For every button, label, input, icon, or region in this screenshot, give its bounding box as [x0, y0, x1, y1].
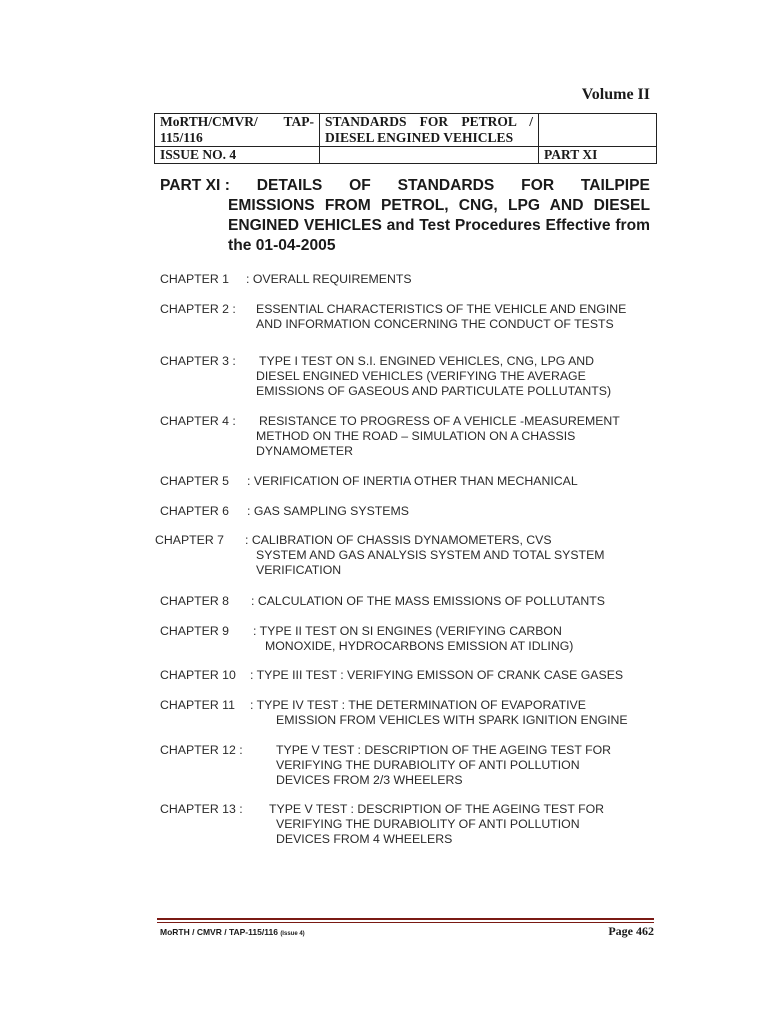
chapter-line: : CALIBRATION OF CHASSIS DYNAMOMETERS, CVS: [245, 533, 552, 547]
part-title: [160, 176, 650, 256]
document-header-table: [154, 113, 657, 164]
footer-rule: [157, 918, 654, 920]
chapter-line: DIESEL ENGINED VEHICLES (VERIFYING THE AVERAGE: [256, 369, 586, 383]
chapter-label: CHAPTER 11: [160, 698, 235, 712]
chapter-line: SYSTEM AND GAS ANALYSIS SYSTEM AND TOTAL SYSTEM: [256, 548, 605, 562]
chapter-description: [250, 668, 623, 683]
chapter-line: RESISTANCE TO PROGRESS OF A VEHICLE -MEASUREMENT: [259, 414, 620, 428]
volume-label: Volume II: [581, 86, 650, 103]
chapter-line: ESSENTIAL CHARACTERISTICS OF THE VEHICLE AND ENGINE: [256, 302, 627, 316]
chapter-line: : TYPE IV TEST : THE DETERMINATION OF EVAPORATIVE: [250, 698, 586, 712]
chapter-label: CHAPTER 4 :: [160, 414, 236, 428]
chapter-description: [251, 594, 605, 609]
chapter-line: : GAS SAMPLING SYSTEMS: [247, 504, 409, 518]
chapter-label: CHAPTER 3 :: [160, 354, 236, 368]
part-number: PART XI: [539, 147, 657, 164]
chapter-line: DYNAMOMETER: [256, 444, 354, 458]
chapter-label: CHAPTER 10: [160, 668, 236, 682]
chapter-description: [245, 533, 605, 578]
chapter-label: CHAPTER 2 :: [160, 302, 236, 316]
footer-reference: [160, 927, 305, 937]
chapter-label: CHAPTER 7: [155, 533, 225, 547]
issue-number: ISSUE NO. 4: [155, 147, 320, 164]
footer-issue: (Issue 4): [280, 931, 305, 937]
header-empty-cell: [539, 114, 657, 147]
chapter-line: AND INFORMATION CONCERNING THE CONDUCT OF TESTS: [256, 317, 614, 331]
chapter-label: CHAPTER 1: [160, 272, 230, 286]
chapter-description: [256, 302, 626, 332]
page-number: Page 462: [608, 924, 654, 938]
part-title-word: FOR: [521, 177, 555, 194]
chapter-label: CHAPTER 13 :: [160, 802, 243, 816]
part-title-rest: EMISSIONS FROM PETROL, CNG, LPG AND DIESEL ENGINED VEHICLES and Test Procedures Effective from the 01-04-2005: [228, 197, 650, 254]
chapter-line: VERIFYING THE DURABIOLITY OF ANTI POLLUTION: [276, 758, 580, 772]
chapter-line: : VERIFICATION OF INERTIA OTHER THAN MECHANICAL: [247, 474, 578, 488]
doc-standard-title: STANDARDS FOR PETROL / DIESEL ENGINED VEHICLES: [320, 114, 539, 147]
footer-rule: [157, 922, 654, 923]
chapter-line: EMISSIONS OF GASEOUS AND PARTICULATE POLLUTANTS): [256, 384, 612, 398]
chapter-description: [256, 414, 620, 459]
chapter-description: [247, 474, 578, 489]
chapter-label: CHAPTER 12 :: [160, 743, 243, 757]
chapter-line: TYPE V TEST : DESCRIPTION OF THE AGEING TEST FOR: [269, 802, 605, 816]
chapter-description: [276, 743, 611, 788]
chapter-label: CHAPTER 5: [160, 474, 230, 488]
chapter-description: [256, 354, 611, 399]
chapter-line: DEVICES FROM 4 WHEELERS: [276, 832, 453, 846]
chapter-description: [247, 504, 409, 519]
part-title-word: DETAILS: [256, 177, 323, 194]
chapter-line: VERIFICATION: [256, 563, 342, 577]
chapter-line: : TYPE III TEST : VERIFYING EMISSON OF CRANK CASE GASES: [250, 668, 624, 682]
chapter-line: TYPE I TEST ON S.I. ENGINED VEHICLES, CNG, LPG AND: [259, 354, 595, 368]
part-title-word: OF: [349, 177, 371, 194]
chapter-line: : OVERALL REQUIREMENTS: [246, 272, 412, 286]
chapter-line: EMISSION FROM VEHICLES WITH SPARK IGNITION ENGINE: [276, 713, 628, 727]
doc-reference: MoRTH/CMVR/ TAP-115/116: [155, 114, 320, 147]
chapter-line: VERIFYING THE DURABIOLITY OF ANTI POLLUTION: [276, 817, 580, 831]
part-title-word: TAILPIPE: [580, 177, 650, 194]
chapter-line: TYPE V TEST : DESCRIPTION OF THE AGEING TEST FOR: [276, 743, 612, 757]
chapter-line: MONOXIDE, HYDROCARBONS EMISSION AT IDLING): [265, 639, 574, 653]
chapter-line: METHOD ON THE ROAD – SIMULATION ON A CHASSIS: [256, 429, 576, 443]
part-title-word: STANDARDS: [397, 177, 495, 194]
chapter-description: [246, 272, 412, 287]
part-title-prefix: PART XI :: [160, 177, 230, 194]
chapter-label: CHAPTER 6: [160, 504, 230, 518]
part-title-first-line: [160, 176, 650, 196]
chapter-line: : CALCULATION OF THE MASS EMISSIONS OF POLLUTANTS: [251, 594, 605, 608]
chapter-description: [269, 802, 604, 847]
chapter-label: CHAPTER 8: [160, 594, 230, 608]
header-empty-cell: [320, 147, 539, 164]
chapter-description: [253, 624, 573, 654]
chapter-label: CHAPTER 9: [160, 624, 230, 638]
chapter-line: DEVICES FROM 2/3 WHEELERS: [276, 773, 463, 787]
chapter-description: [250, 698, 628, 728]
footer-reference-text: MoRTH / CMVR / TAP-115/116: [160, 927, 278, 937]
chapter-line: : TYPE II TEST ON SI ENGINES (VERIFYING CARBON: [253, 624, 562, 638]
